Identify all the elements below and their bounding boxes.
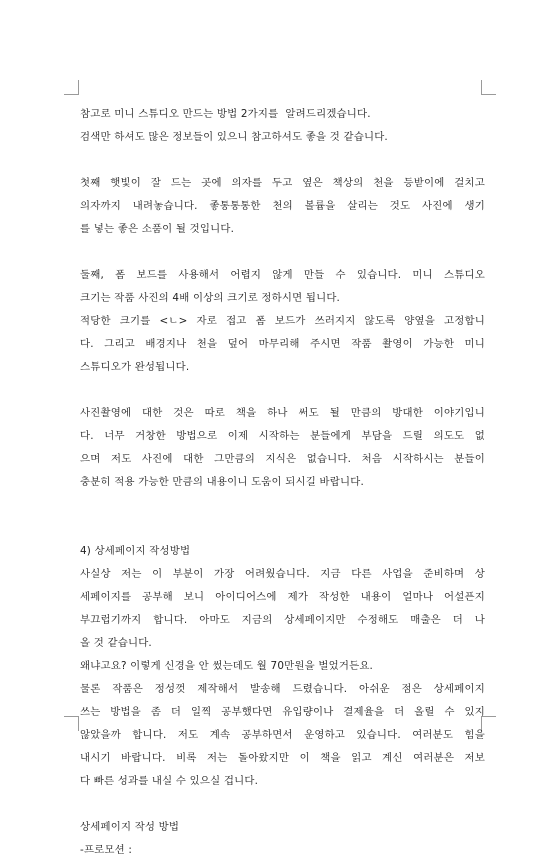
text-line: -프로모션 : — [80, 844, 133, 856]
crop-mark-top-left — [64, 80, 79, 95]
text-line: 다. 너무 거창한 방법으로 이제 시작하는 분들에게 부담을 드릴 의도도 없 — [80, 430, 485, 442]
text-line: 스튜디오가 완성됩니다. — [80, 361, 190, 373]
section-heading: 4) 상세페이지 작성방법 — [80, 545, 191, 557]
crop-mark-top-right — [481, 80, 496, 95]
text-line: 검색만 하셔도 많은 정보들이 있으니 참고하셔도 좋을 것 같습니다. — [80, 131, 388, 143]
text-line: 쓰는 방법을 좀 더 일찍 공부했다면 유입량이나 결제율을 더 올릴 수 있지 — [80, 706, 485, 718]
text-line: 으며 저도 사진에 대한 그만큼의 지식은 없습니다. 처음 시작하시는 분들이 — [80, 453, 485, 465]
subsection-heading: 상세페이지 작성 방법 — [80, 821, 180, 833]
text-line: 의자까지 내려놓습니다. 좋통통통한 천의 볼륨을 살리는 것도 사진에 생기 — [80, 200, 485, 212]
blank-line — [80, 379, 485, 402]
blank-line — [80, 517, 485, 540]
text-line: 다. 그리고 배경지나 천을 덮어 마무리해 주시면 작품 촬영이 가능한 미니 — [80, 338, 485, 350]
text-line: 를 넣는 좋은 소품이 될 것입니다. — [80, 223, 235, 235]
crop-mark-bottom-left — [64, 716, 79, 731]
text-line: 내시기 바랍니다. 비록 저는 돌아왔지만 이 책을 읽고 계신 여러분은 저보 — [80, 752, 485, 764]
document-body — [80, 103, 485, 862]
text-line: 적당한 크기를 <ㄴ> 자로 접고 폼 보드가 쓰러지지 않도록 양옆을 고정합니 — [80, 315, 485, 327]
text-line: 않았을까 합니다. 저도 계속 공부하면서 운영하고 있습니다. 여러분도 힘을 — [80, 729, 485, 741]
text-line: 크기는 작품 사진의 4배 이상의 크기로 정하시면 됩니다. — [80, 292, 341, 304]
text-line: 다 빠른 성과를 내실 수 있으실 겁니다. — [80, 775, 259, 787]
text-line: 첫째 햇빛이 잘 드는 곳에 의자를 두고 옆은 책상의 천을 등받이에 걸치고 — [80, 177, 485, 189]
text-line: 왜냐고요? 이렇게 신경을 안 썼는데도 월 70만원을 벌었거든요. — [80, 660, 374, 672]
blank-line — [80, 149, 485, 172]
blank-line — [80, 494, 485, 517]
text-line: 물론 작품은 정성껏 제작해서 발송해 드렸습니다. 아쉬운 점은 상세페이지 — [80, 683, 485, 695]
blank-line — [80, 793, 485, 816]
text-line: 참고로 미니 스튜디오 만드는 방법 2가지를 알려드리겠습니다. — [80, 108, 371, 120]
text-line: 부끄럽기까지 합니다. 아마도 지금의 상세페이지만 수정해도 매출은 더 나 — [80, 614, 485, 626]
blank-line — [80, 241, 485, 264]
text-line: 충분히 적용 가능한 만큼의 내용이니 도움이 되시길 바랍니다. — [80, 476, 364, 488]
text-line: 둘째, 폼 보드를 사용해서 어렵지 않게 만들 수 있습니다. 미니 스튜디오 — [80, 269, 485, 281]
text-line: 세페이지를 공부해 보니 아이디어스에 제가 작성한 내용이 얼마나 어설픈지 — [80, 591, 485, 603]
text-line: 사진촬영에 대한 것은 따로 책을 하나 써도 될 만큼의 방대한 이야기입니 — [80, 407, 485, 419]
text-line: 사실상 저는 이 부분이 가장 어려웠습니다. 지금 다른 사업을 준비하며 상 — [80, 568, 485, 580]
text-line: 올 것 같습니다. — [80, 637, 152, 649]
